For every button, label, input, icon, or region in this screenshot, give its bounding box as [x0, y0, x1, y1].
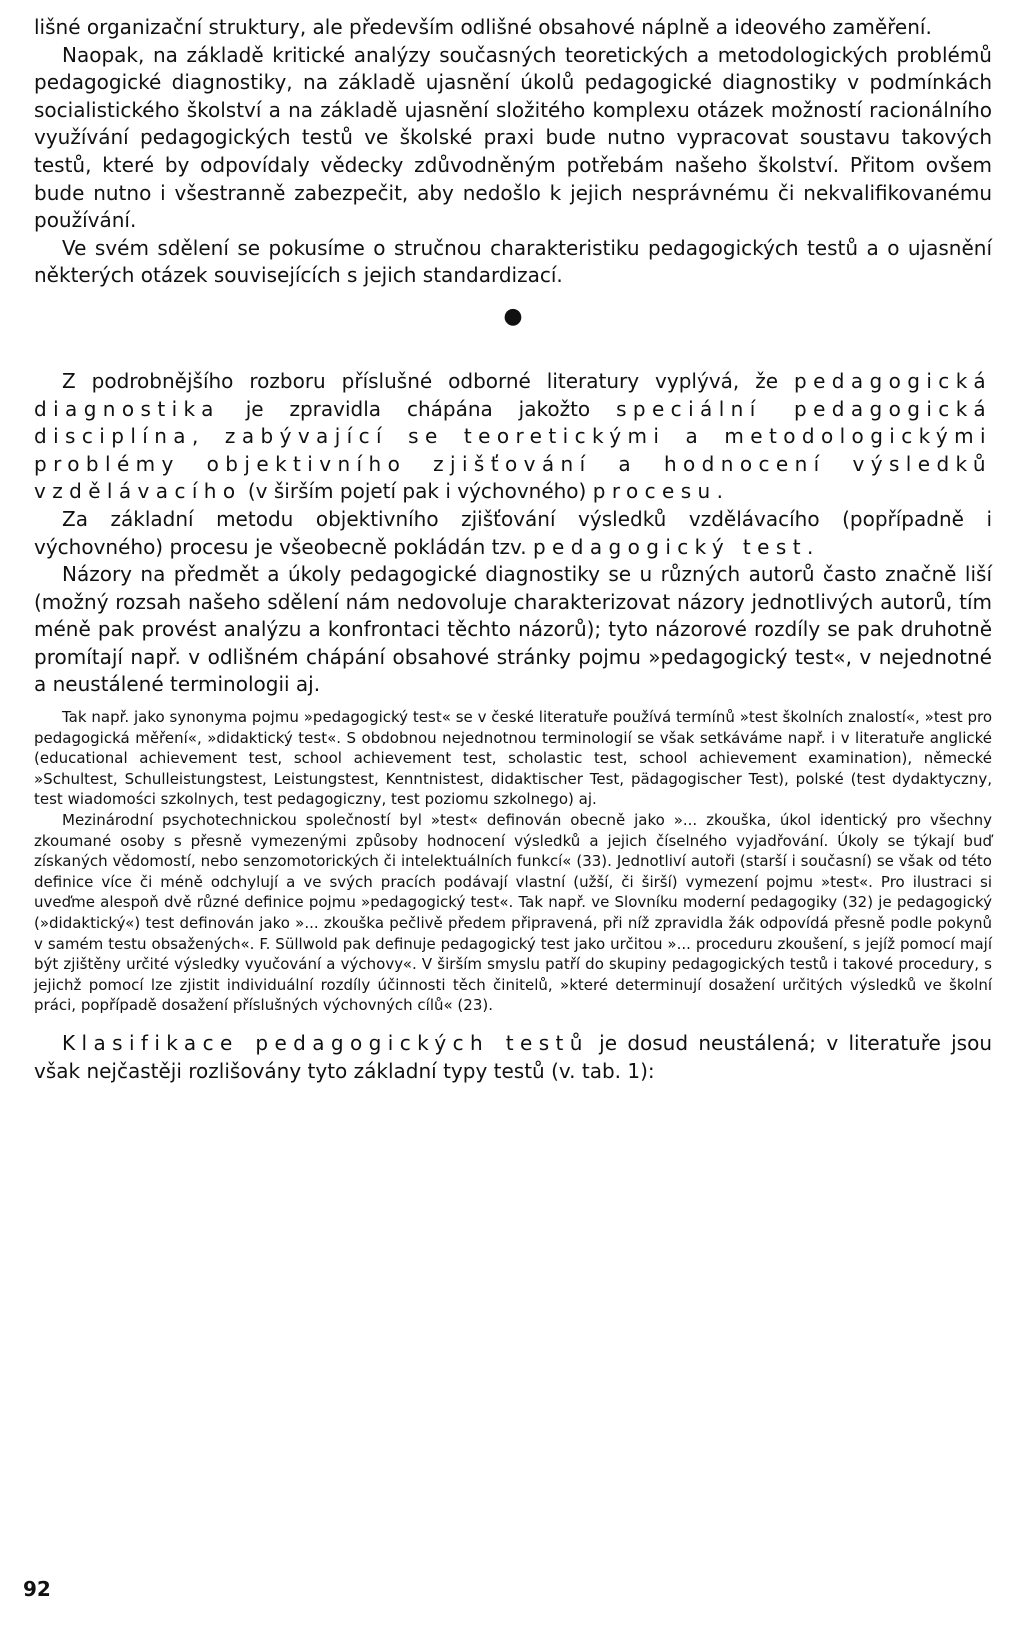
term-pedagogicka-diagnostika: pedagogická diagnostika	[34, 368, 992, 421]
page-content	[34, 14, 992, 1085]
paragraph-4-part-e: (v širším pojetí pak i výchovného)	[241, 479, 593, 504]
paragraph-6: Názory na předmět a úkoly pedagogické diagnostiky se u různých autorů často značně liší (možný rozsah našeho sdělení nám nedovoluje charakterizovat názory jednotlivých autorů, tím méně pak provést analýzu a konfrontaci těchto názorů); tyto názorové rozdíly se pak druhotně promítají např. v odlišném chápání obsahové stránky pojmu »pedagogický test«, v nejednotné a neustálené terminologii aj.	[34, 562, 992, 697]
section-separator: ●	[503, 303, 523, 329]
definition-emphasis: speciální pedagogická disciplína, zabývající se teoretickými a metodologickými problémy objektivního zjišťování a hodnocení výsledků vzdělávacího	[34, 396, 992, 504]
paragraph-4-part-a: Z podrobnějšího rozboru příslušné odborné literatury vyplývá, že	[62, 368, 794, 393]
term-procesu: procesu.	[592, 479, 730, 504]
paragraph-1: lišné organizační struktury, ale především odlišné obsahové náplně a ideového zaměření.	[34, 15, 932, 39]
footnote-1: Tak např. jako synonyma pojmu »pedagogický test« se v české literatuře používá termínů »test školních znalostí«, »test pro pedagogická měření«, »didaktický test«. S obdobnou nejednotnou terminologií se však setkáváme např. i v literatuře anglické (educational achievement test, school achievement test, scholastic test, school achievement examination), německé »Schultest, Schulleistungstest, Leistungstest, Kenntnistest, didaktischer Test, pädagogischer Test), polské (test dydaktyczny, test wiadomości szkolnych, test pedagogiczny, test poziomu szkolnego) aj.	[34, 708, 992, 809]
footnotes-block	[34, 707, 992, 1016]
paragraph-7-part-b: je dosud neustálená; v literatuře jsou však nejčastěji rozlišovány tyto základní typy testů (v. tab. 1):	[34, 1030, 992, 1083]
paragraph-5	[34, 506, 992, 561]
paragraph-2: Naopak, na základě kritické analýzy současných teoretických a metodologických problémů pedagogické diagnostiky, na základě ujasnění úkolů pedagogické diagnostiky v podmínkách socialistického školství a na základě ujasnění složitého komplexu otázek možností racionálního využívání pedagogických testů ve školské praxi bude nutno vypracovat soustavu takových testů, které by odpovídaly vědecky zdůvodněným potřebám našeho školství. Přitom ovšem bude nutno i všestranně zabezpečit, aby nedošlo k jejich nesprávnému či nekvalifikovanému používání.	[34, 42, 992, 233]
paragraph-7	[34, 1030, 992, 1085]
paragraph-5-part-a: Za základní metodu objektivního zjišťování výsledků vzdělávacího (popřípadně i výchovného) procesu je všeobecně pokládán tzv.	[34, 506, 992, 559]
paragraph-4-part-c: je zpravidla chápána jakožto	[219, 396, 617, 421]
section-gap	[34, 346, 992, 368]
paragraph-3: Ve svém sdělení se pokusíme o stručnou charakteristiku pedagogických testů a o ujasnění některých otázek souvisejících s jejich standardizací.	[34, 235, 992, 288]
paragraph-4	[34, 368, 992, 506]
page-number: 92	[23, 1577, 51, 1601]
term-pedagogicky-test: pedagogický test.	[532, 534, 820, 559]
term-klasifikace-testu: Klasifikace pedagogických testů	[62, 1030, 589, 1055]
footnote-2: Mezinárodní psychotechnickou společností byl »test« definován obecně jako »... zkouška, úkol identický pro všechny zkoumané osoby s přesně vymezenými způsoby hodnocení výsledků a jejich číselného vyjadřování. Úkoly se týkají buď získaných vědomostí, nebo senzomotorických či intelektuálních funkcí« (33). Jednotliví autoři (starší i současní) se však od této definice více či méně odchylují a ve svých pracích podávají vlastní (užší, či širší) vymezení pojmu »test«. Pro ilustraci si uveďme alespoň dvě různé definice pojmu »pedagogický test«. Tak např. ve Slovníku moderní pedagogiky (32) je pedagogický (»didaktický«) test definován jako »... zkouška pečlivě předem připravená, při níž zpravidla žák odpovídá přesně podle pokynů v samém testu obsažených«. F. Süllwold pak definuje pedagogický test jako určitou »... proceduru zkoušení, s jejíž pomocí mají být zjištěny určité výsledky vyučování a výchovy«. V širším smyslu patří do skupiny pedagogických testů i takové procedury, s jejichž pomocí lze zjistit individuální rozdíly účinnosti těch činitelů, »které determinují dosažení určitých výsledků ve školní práci, popřípadě dosažení příslušných výchovných cílů« (23).	[34, 811, 992, 1015]
